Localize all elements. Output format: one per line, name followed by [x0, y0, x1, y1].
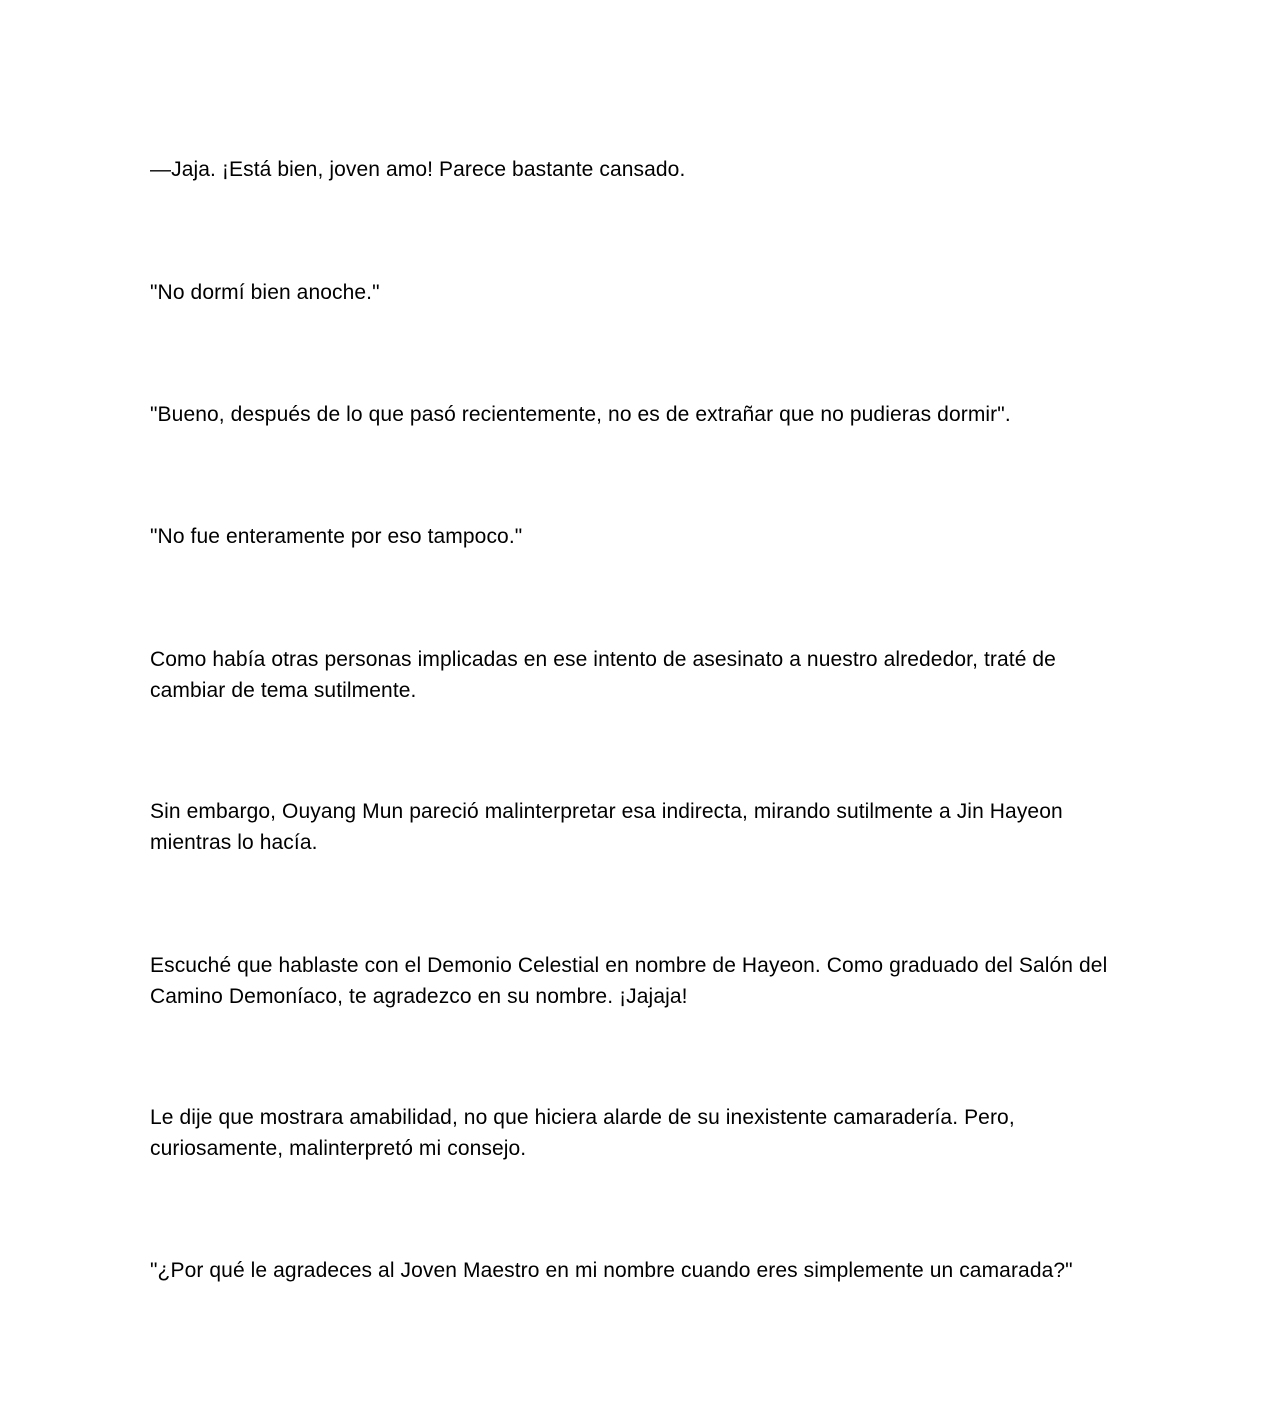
paragraph-3: "Bueno, después de lo que pasó recientemente, no es de extrañar que no pudieras dormir". — [150, 403, 1011, 426]
paragraph-5: Como había otras personas implicadas en ese intento de asesinato a nuestro alrededor, traté de cambiar de tema sutilmente. — [150, 648, 1056, 702]
paragraph-1: —Jaja. ¡Está bien, joven amo! Parece bastante cansado. — [150, 158, 686, 181]
paragraph-6: Sin embargo, Ouyang Mun pareció malinterpretar esa indirecta, mirando sutilmente a Jin Hayeon mientras lo hacía. — [150, 800, 1063, 854]
paragraph-8: Le dije que mostrara amabilidad, no que hiciera alarde de su inexistente camaradería. Pero, curiosamente, malinterpretó mi consejo. — [150, 1106, 1015, 1160]
paragraph-9: "¿Por qué le agradeces al Joven Maestro en mi nombre cuando eres simplemente un camarada?" — [150, 1259, 1073, 1282]
paragraph-7: Escuché que hablaste con el Demonio Celestial en nombre de Hayeon. Como graduado del Salón del Camino Demoníaco, te agradezco en su nombre. ¡Jajaja! — [150, 954, 1108, 1008]
paragraph-4: "No fue enteramente por eso tampoco." — [150, 525, 523, 548]
paragraph-2: "No dormí bien anoche." — [150, 281, 380, 304]
